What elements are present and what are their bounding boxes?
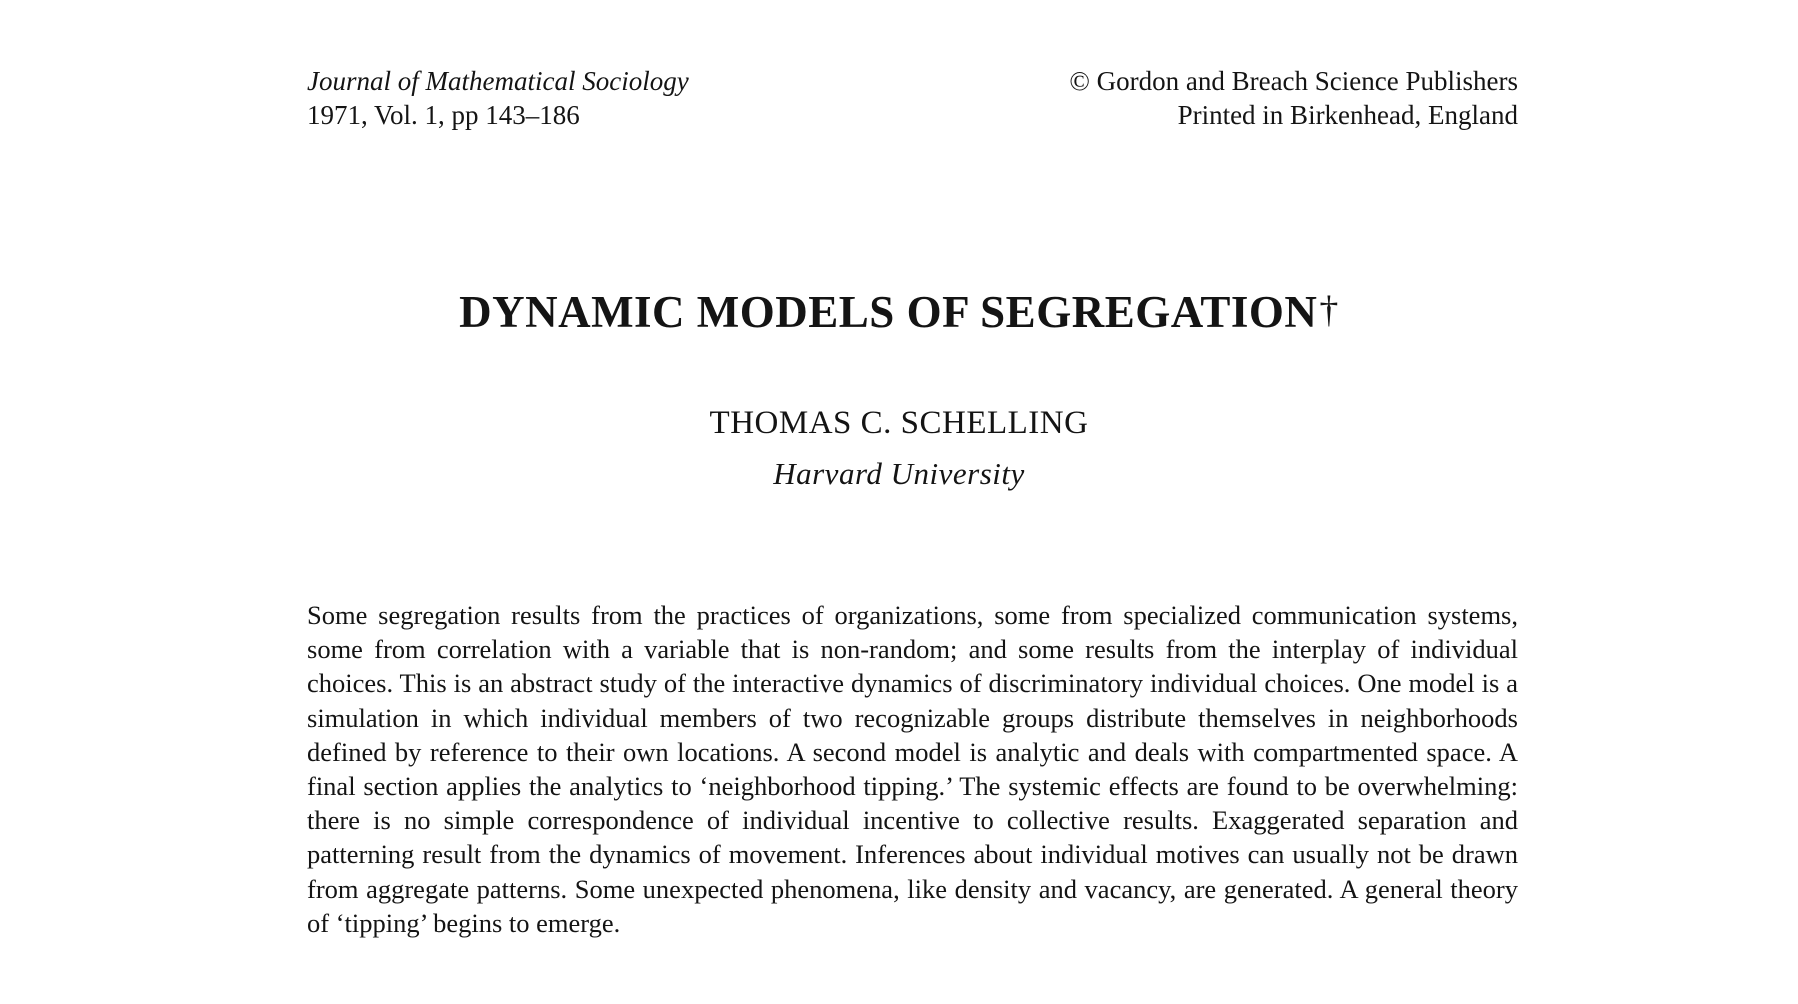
author-name: THOMAS C. SCHELLING [709, 405, 1089, 441]
paper-title [0, 284, 1798, 340]
copyright-line: © Gordon and Breach Science Publishers [1069, 66, 1518, 96]
abstract-paragraph: Some segregation results from the practices of organizations, some from specialized communication systems, some from correlation with a variable that is non-random; and some results from the interplay of individual choices. This is an abstract study of the interactive dynamics of discriminatory individual choices. One model is a simulation in which individual members of two recognizable groups distribute themselves in neighborhoods defined by reference to their own locations. A second model is analytic and deals with compartmented space. A final section applies the analytics to ‘neighborhood tipping.’ The systemic effects are found to be overwhelming: there is no simple correspondence of individual incentive to collective results. Exaggerated separation and patterning result from the dynamics of movement. Inferences about individual motives can usually not be drawn from aggregate patterns. Some unexpected phenomena, like density and vacancy, are generated. A general theory of ‘tipping’ begins to emerge. [307, 600, 1518, 938]
author-affiliation: Harvard University [773, 456, 1025, 491]
title-footnote-mark: † [1319, 289, 1339, 331]
volume-info: 1971, Vol. 1, pp 143–186 [307, 100, 580, 130]
journal-header [307, 64, 689, 132]
paper-title-text: DYNAMIC MODELS OF SEGREGATION [459, 287, 1318, 337]
printed-line: Printed in Birkenhead, England [1177, 100, 1518, 130]
journal-name: Journal of Mathematical Sociology [307, 66, 689, 96]
publisher-header [1069, 64, 1518, 132]
